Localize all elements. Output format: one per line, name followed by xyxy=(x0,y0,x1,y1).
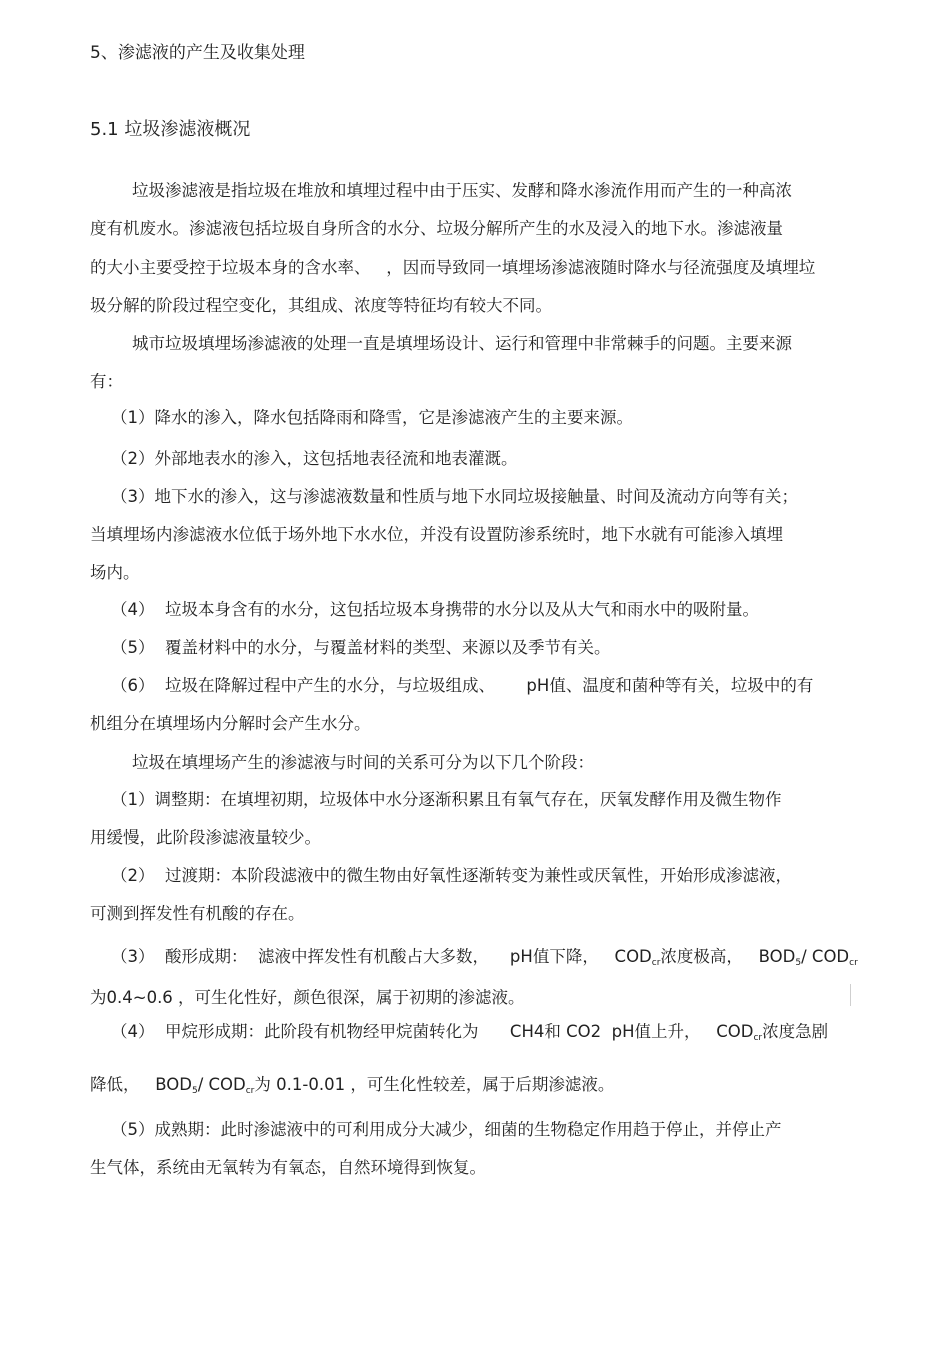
paragraph-line: 圾分解的阶段过程空变化，其组成、浓度等特征均有较大不同。 xyxy=(90,296,552,315)
subscript: cr xyxy=(651,958,661,968)
text-run: / COD xyxy=(197,1075,246,1094)
text-run: （4） 甲烷形成期：此阶段有机物经甲烷菌转化为 CH4和 CO2 pH值上升， COD xyxy=(90,1022,754,1041)
paragraph-line: 生气体，系统由无氧转为有氧态，自然环境得到恢复。 xyxy=(90,1158,486,1177)
stage-item-2: （2） 过渡期：本阶段滤液中的微生物由好氧性逐渐转变为兼性或厌氧性，开始形成渗滤液， xyxy=(90,866,792,885)
paragraph-line: 为0.4~0.6 ，可生化性好，颜色很深，属于初期的渗滤液。 xyxy=(90,988,525,1007)
source-item-3: （3）地下水的渗入，这与渗滤液数量和性质与地下水同垃圾接触量、时间及流动方向等有关； xyxy=(90,487,798,506)
stage-item-3 xyxy=(90,947,858,973)
paragraph-line: 可测到挥发性有机酸的存在。 xyxy=(90,904,305,923)
subscript: cr xyxy=(849,958,858,968)
paragraph-line: 机组分在填埋场内分解时会产生水分。 xyxy=(90,714,371,733)
section-title: 5、渗滤液的产生及收集处理 xyxy=(90,43,305,63)
text-run: / COD xyxy=(801,947,850,966)
paragraph-line: 垃圾渗滤液是指垃圾在堆放和填埋过程中由于压实、发酵和降水渗流作用而产生的一种高浓 xyxy=(90,181,792,200)
source-item-2: （2）外部地表水的渗入，这包括地表径流和地表灌溉。 xyxy=(90,449,518,468)
paragraph-line xyxy=(90,1075,614,1101)
paragraph-line: 城市垃圾填埋场渗滤液的处理一直是填埋场设计、运行和管理中非常棘手的问题。主要来源 xyxy=(90,334,792,353)
paragraph-line: 当填埋场内渗滤液水位低于场外地下水水位，并没有设置防渗系统时，地下水就有可能渗入填埋 xyxy=(90,525,783,544)
stage-item-5: （5）成熟期：此时渗滤液中的可利用成分大减少，细菌的生物稳定作用趋于停止，并停止产 xyxy=(90,1120,782,1139)
subscript: cr xyxy=(245,1086,255,1096)
subscript: 5 xyxy=(795,958,802,968)
text-run: （3） 酸形成期： 滤液中挥发性有机酸占大多数， pH值下降， COD xyxy=(90,947,652,966)
stage-item-1: （1）调整期：在填埋初期，垃圾体中水分逐渐积累且有氧气存在，厌氧发酵作用及微生物作 xyxy=(90,790,782,809)
subsection-title: 5.1 垃圾渗滤液概况 xyxy=(90,119,251,140)
paragraph-line: 场内。 xyxy=(90,563,140,582)
paragraph-line: 的大小主要受控于垃圾本身的含水率、 ，因而导致同一填埋场渗滤液随时降水与径流强度及填埋垃 xyxy=(90,258,816,277)
paragraph-line: 有： xyxy=(90,372,123,391)
paragraph-line: 垃圾在填埋场产生的渗滤液与时间的关系可分为以下几个阶段： xyxy=(90,753,594,772)
divider-mark xyxy=(850,984,851,1006)
source-item-1: （1）降水的渗入，降水包括降雨和降雪，它是渗滤液产生的主要来源。 xyxy=(90,408,633,427)
paragraph-line: 度有机废水。渗滤液包括垃圾自身所含的水分、垃圾分解所产生的水及浸入的地下水。渗滤液量 xyxy=(90,219,783,238)
text-run: 降低， BOD xyxy=(90,1075,192,1094)
text-run: 为 0.1-0.01 ，可生化性较差，属于后期渗滤液。 xyxy=(254,1075,615,1094)
text-run: 浓度急剧 xyxy=(762,1022,829,1041)
subscript: cr xyxy=(753,1033,763,1043)
paragraph-line: 用缓慢，此阶段渗滤液量较少。 xyxy=(90,828,321,847)
stage-item-4 xyxy=(90,1022,828,1048)
source-item-5: （5） 覆盖材料中的水分，与覆盖材料的类型、来源以及季节有关。 xyxy=(90,638,611,657)
text-run: 浓度极高， BOD xyxy=(660,947,796,966)
source-item-4: （4） 垃圾本身含有的水分，这包括垃圾本身携带的水分以及从大气和雨水中的吸附量。 xyxy=(90,600,759,619)
source-item-6: （6） 垃圾在降解过程中产生的水分，与垃圾组成、 pH值、温度和菌种等有关，垃圾中的有 xyxy=(90,676,814,695)
subscript: 5 xyxy=(191,1086,198,1096)
